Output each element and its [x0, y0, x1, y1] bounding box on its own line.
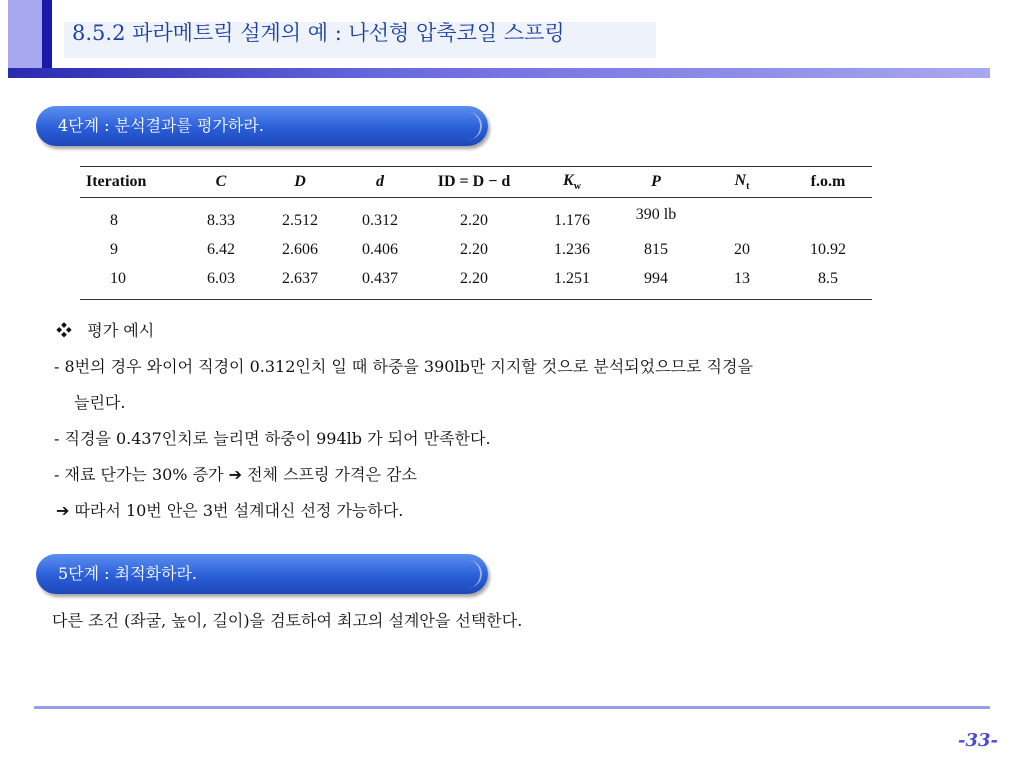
table-header-row: [80, 167, 872, 198]
col-iteration: Iteration: [80, 167, 186, 198]
conclusion-text: 다른 조건 (좌굴, 높이, 길이)을 검토하여 최고의 설계안을 선택한다.: [52, 611, 523, 630]
col-kw: $K_w$: [532, 167, 612, 198]
step5-label: 5단계 : 최적화하라.: [58, 564, 198, 583]
step4-label: 4단계 : 분석결과를 평가하라.: [58, 116, 264, 135]
footer-rule: [34, 706, 990, 709]
diamond-bullet-icon: ❖: [56, 321, 73, 340]
table-cell: 2.20: [460, 240, 488, 258]
evaluation-section: [56, 313, 976, 529]
table-cell: 2.20: [416, 264, 532, 300]
evaluation-line: ➔ 따라서 10번 안은 3번 설계대신 선정 가능하다.: [56, 501, 404, 520]
table-cell: 815: [644, 240, 668, 258]
table-cell: 1.236: [554, 240, 590, 258]
header-rule: [8, 68, 990, 78]
table-cell: 8.33: [207, 211, 235, 229]
table-cell: 0.437: [344, 264, 416, 300]
col-c: C: [186, 167, 256, 198]
table-cell: [700, 198, 784, 236]
table-cell: 9: [110, 240, 118, 258]
table-cell: 10.92: [810, 240, 846, 258]
table-cell: 2.20: [460, 211, 488, 229]
table-cell: 994: [612, 264, 700, 300]
col-D: D: [256, 167, 344, 198]
page-number: -33-: [958, 730, 998, 751]
col-id: ID = D − d: [416, 167, 532, 198]
header-decoration-bar: [42, 0, 52, 78]
step5-banner: [36, 554, 488, 594]
evaluation-line: - 8번의 경우 와이어 직경이 0.312인치 일 때 하중을 390lb만 지지할 것으로 분석되었으므로 직경을: [54, 357, 753, 376]
table-cell: [784, 198, 872, 236]
table-cell: 2.512: [282, 211, 318, 229]
col-d: d: [344, 167, 416, 198]
evaluation-line: 늘린다.: [74, 393, 126, 412]
table-cell: 8: [110, 211, 118, 229]
evaluation-heading: ❖ 평가 예시: [56, 321, 155, 340]
col-p: P: [612, 167, 700, 198]
step4-banner: [36, 106, 488, 146]
table-cell: 8.5: [784, 264, 872, 300]
table-cell: 10: [80, 264, 186, 300]
table-cell: 0.312: [362, 211, 398, 229]
evaluation-line: - 재료 단가는 30% 증가 ➔ 전체 스프링 가격은 감소: [54, 465, 417, 484]
slide-title: 8.5.2 파라메트릭 설계의 예 : 나선형 압축코일 스프링: [72, 21, 565, 45]
table-cell: 1.251: [532, 264, 612, 300]
table-cell: 6.42: [207, 240, 235, 258]
table-cell: 0.406: [362, 240, 398, 258]
table-cell: 13: [700, 264, 784, 300]
table-cell: 2.637: [256, 264, 344, 300]
table-cell: 6.03: [186, 264, 256, 300]
col-fom: f.o.m: [784, 167, 872, 198]
table-row: [80, 198, 872, 236]
table-row: [80, 235, 872, 264]
evaluation-line: - 직경을 0.437인치로 늘리면 하중이 994lb 가 되어 만족한다.: [54, 429, 491, 448]
table-cell: 20: [734, 240, 750, 258]
table-row: [80, 264, 872, 300]
iteration-table: [80, 166, 872, 300]
table-cell: 2.606: [282, 240, 318, 258]
table-cell: 1.176: [554, 211, 590, 229]
col-nt: $N_t$: [700, 167, 784, 198]
table-cell: 390 lb: [635, 206, 677, 223]
